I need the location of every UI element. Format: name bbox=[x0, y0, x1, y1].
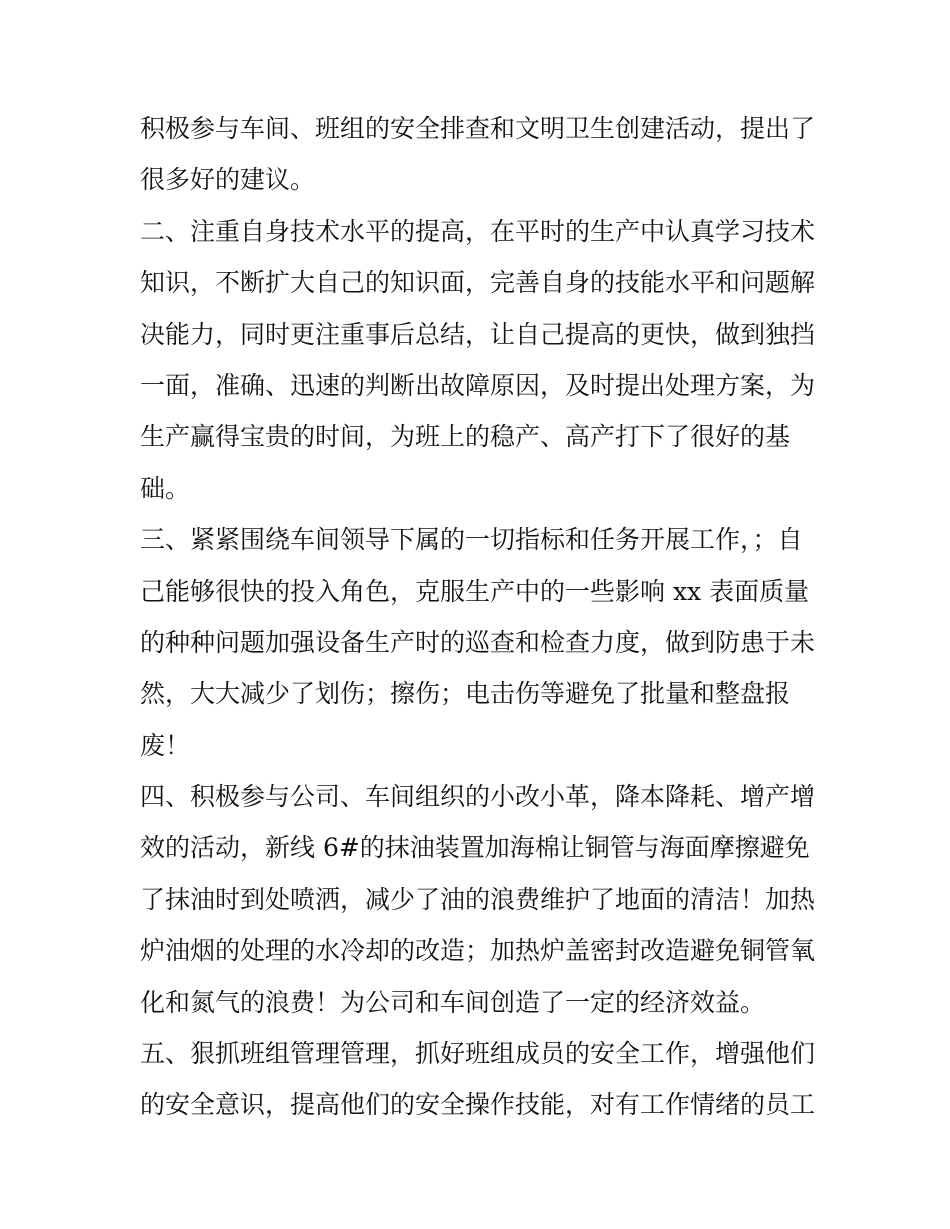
text-line: 生产赢得宝贵的时间，为班上的稳产、高产打下了很好的基 bbox=[140, 422, 791, 452]
text-line: 积极参与车间、班组的安全排查和文明卫生创建活动，提出了 bbox=[140, 114, 816, 143]
text-line: 炉油烟的处理的水冷却的改造；加热炉盖密封改造避免铜管氧 bbox=[140, 936, 816, 966]
text-line: 三、紧紧围绕车间领导下属的一切指标和任务开展工作，；自 bbox=[140, 525, 803, 555]
text-line: 的种种问题加强设备生产时的巡查和检查力度，做到防患于未 bbox=[140, 627, 816, 657]
text-line: 很多好的建议。 bbox=[140, 165, 316, 195]
text-line: 四、积极参与公司、车间组织的小改小革，降本降耗、增产增 bbox=[140, 782, 816, 812]
text-line: 己能够很快的投入角色，克服生产中的一些影响 xx 表面质量 bbox=[140, 576, 810, 606]
document-body bbox=[140, 103, 820, 1131]
text-line: 废！ bbox=[140, 730, 191, 760]
text-line: 知识，不断扩大自己的知识面，完善自身的技能水平和问题解 bbox=[140, 268, 816, 298]
text-line: 五、狠抓班组管理管理，抓好班组成员的安全工作，增强他们 bbox=[140, 1039, 816, 1069]
text-line: 决能力，同时更注重事后总结，让自己提高的更快，做到独挡 bbox=[140, 319, 816, 349]
text-line: 二、注重自身技术水平的提高，在平时的生产中认真学习技术 bbox=[140, 216, 816, 246]
text-line: 了抹油时到处喷洒，减少了油的浪费维护了地面的清洁！加热 bbox=[140, 884, 816, 914]
text-line: 础。 bbox=[140, 473, 191, 503]
text-line: 效的活动，新线 6#的抹油装置加海棉让铜管与海面摩擦避免 bbox=[140, 833, 810, 863]
text-line: 的安全意识，提高他们的安全操作技能，对有工作情绪的员工 bbox=[140, 1090, 816, 1120]
text-line: 一面，准确、迅速的判断出故障原因，及时提出处理方案，为 bbox=[140, 370, 816, 400]
text-line: 然，大大减少了划伤；擦伤；电击伤等避免了批量和整盘报 bbox=[140, 679, 791, 709]
text-line: 化和氮气的浪费！为公司和车间创造了一定的经济效益。 bbox=[140, 987, 766, 1017]
